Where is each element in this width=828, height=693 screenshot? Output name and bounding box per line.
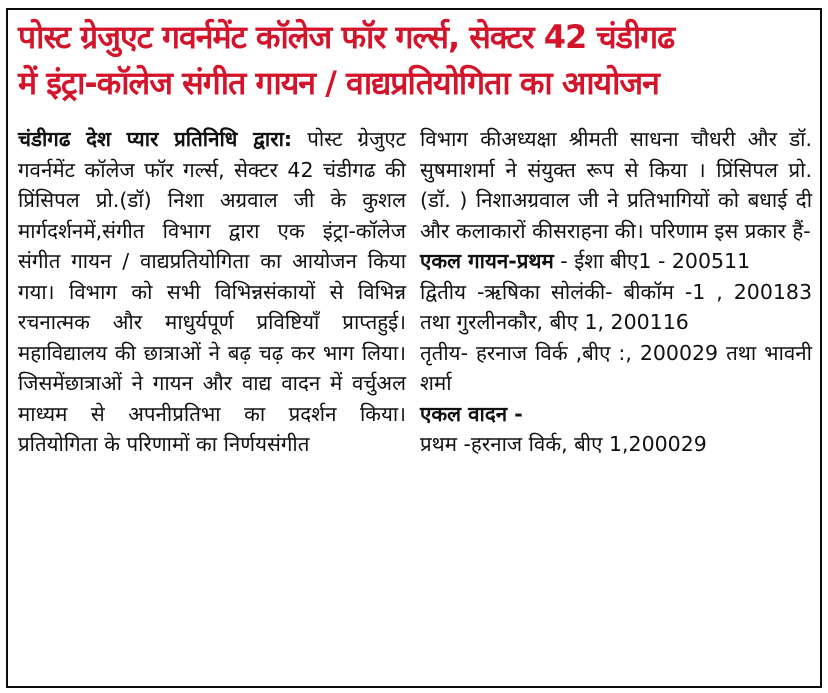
solo-singing-first-winner: - ईशा बीए1 - 200511	[553, 249, 751, 273]
headline	[18, 14, 818, 106]
solo-singing-heading: एकल गायन-प्रथम	[420, 249, 554, 273]
right-column	[420, 124, 812, 460]
headline-line-2: में इंट्रा-कॉलेज संगीत गायन / वाद्यप्रतियोगिता का आयोजन	[18, 64, 659, 102]
result-solo-singing-second: द्वितीय -ऋषिका सोलंकी- बीकॉम -1 , 200183 तथा गुरलीनकौर, बीए 1, 200116	[420, 279, 812, 334]
left-column	[18, 124, 406, 460]
byline: चंडीगढ देश प्यार प्रतिनिधि द्वारा:	[18, 127, 293, 151]
solo-instrument-heading: एकल वादन -	[420, 401, 523, 426]
article-body-right: विभाग कीअध्यक्षा श्रीमती साधना चौधरी और डॉ. सुषमाशर्मा ने संयुक्त रूप से किया । प्रिंसिपल प्रो. (डॉ. ) निशाअग्रवाल जी ने प्रतिभागियों को बधाई दी और कलाकारों कीसराहना की। परिणाम इस प्रकार हैं-	[420, 127, 812, 243]
result-solo-singing-first	[420, 246, 812, 277]
headline-line-1: पोस्ट ग्रेजुएट गवर्नमेंट कॉलेज फॉर गर्ल्स, सेक्टर 42 चंडीगढ	[18, 18, 675, 56]
article-body-left: पोस्ट ग्रेजुएट गवर्नमेंट कॉलेज फॉर गर्ल्स, सेक्टर 42 चंडीगढ की प्रिंसिपल प्रो.(डॉ) निशा अग्रवाल जी के कुशल मार्गदर्शनमें,संगीत विभाग द्वारा एक इंट्रा-कॉलेज संगीत गायन / वाद्यप्रतियोगिता का आयोजन किया गया। विभाग को सभी विभिन्नसंकायों से विभिन्न रचनात्मक और माधुर्यपूर्ण प्रविष्टियाँ प्राप्तहुई। महाविद्यालय की छात्राओं ने बढ़ चढ़ कर भाग लिया।जिसमेंछात्राओं ने गायन और वाद्य वादन में वर्चुअल माध्यम से अपनीप्रतिभा का प्रदर्शन किया। प्रतियोगिता के परिणामों का निर्णयसंगीत	[18, 127, 407, 456]
result-solo-singing-third: तृतीय- हरनाज विर्क ,बीए :, 200029 तथा भावनी शर्मा	[420, 340, 812, 395]
result-solo-instrument-first: प्रथम -हरनाज विर्क, बीए 1,200029	[420, 432, 707, 456]
